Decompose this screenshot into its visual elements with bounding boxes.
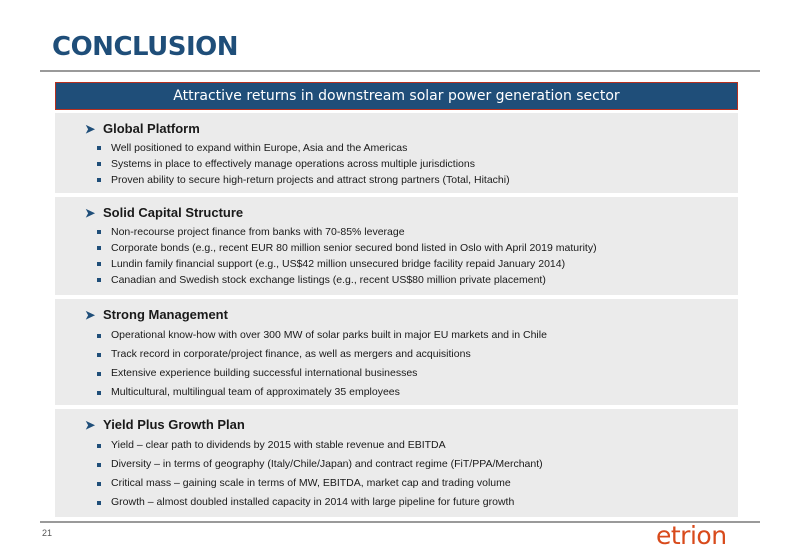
list-item [97, 345, 738, 364]
list-item [97, 326, 738, 345]
section-heading-text: Strong Management [103, 307, 228, 322]
banner [55, 82, 738, 110]
list-item [97, 256, 738, 272]
list-item-text: Well positioned to expand within Europe, Asia and the Americas [111, 142, 408, 154]
section-heading-text: Yield Plus Growth Plan [103, 417, 245, 432]
bottom-divider [40, 521, 760, 523]
arrow-right-icon: ➤ [85, 307, 96, 322]
list-item-text: Non-recourse project finance from banks with 70-85% leverage [111, 226, 405, 238]
list-item [97, 474, 738, 493]
square-bullet-icon [97, 230, 101, 234]
list-item-text: Yield – clear path to dividends by 2015 with stable revenue and EBITDA [111, 439, 446, 451]
page-title: CONCLUSION [52, 32, 239, 62]
top-divider [40, 70, 760, 72]
etrion-logo: etrion [656, 521, 727, 550]
square-bullet-icon [97, 246, 101, 250]
list-item [97, 224, 738, 240]
list-item [97, 436, 738, 455]
list-item [97, 455, 738, 474]
square-bullet-icon [97, 501, 101, 505]
square-bullet-icon [97, 482, 101, 486]
list-item-text: Canadian and Swedish stock exchange listings (e.g., recent US$80 million private placement) [111, 274, 546, 286]
square-bullet-icon [97, 444, 101, 448]
arrow-right-icon: ➤ [85, 121, 96, 136]
square-bullet-icon [97, 334, 101, 338]
section-heading [85, 307, 738, 322]
list-item-text: Growth – almost doubled installed capacity in 2014 with large pipeline for future growth [111, 496, 515, 508]
list-item-text: Diversity – in terms of geography (Italy/Chile/Japan) and contract regime (FiT/PPA/Merchant) [111, 458, 543, 470]
section-heading [85, 205, 738, 220]
square-bullet-icon [97, 353, 101, 357]
list-item-text: Operational know-how with over 300 MW of solar parks built in major EU markets and in Chile [111, 329, 547, 341]
section-heading [85, 121, 738, 136]
banner-text: Attractive returns in downstream solar power generation sector [173, 88, 620, 104]
list-item [97, 240, 738, 256]
list-item-text: Extensive experience building successful international businesses [111, 367, 418, 379]
square-bullet-icon [97, 391, 101, 395]
section-heading-text: Global Platform [103, 121, 200, 136]
page-number: 21 [42, 528, 53, 538]
square-bullet-icon [97, 372, 101, 376]
arrow-right-icon: ➤ [85, 417, 96, 432]
square-bullet-icon [97, 178, 101, 182]
square-bullet-icon [97, 162, 101, 166]
list-item [97, 493, 738, 512]
list-item-text: Systems in place to effectively manage operations across multiple jurisdictions [111, 158, 475, 170]
section-yield-plus-growth-plan [55, 409, 738, 517]
list-item-text: Critical mass – gaining scale in terms of MW, EBITDA, market cap and trading volume [111, 477, 511, 489]
list-item-text: Track record in corporate/project finance, as well as mergers and acquisitions [111, 348, 471, 360]
square-bullet-icon [97, 463, 101, 467]
square-bullet-icon [97, 262, 101, 266]
list-item [97, 272, 738, 288]
list-item [97, 156, 738, 172]
arrow-right-icon: ➤ [85, 205, 96, 220]
list-item-text: Proven ability to secure high-return projects and attract strong partners (Total, Hitachi) [111, 174, 510, 186]
section-strong-management [55, 299, 738, 405]
section-global-platform [55, 113, 738, 193]
section-solid-capital-structure [55, 197, 738, 295]
square-bullet-icon [97, 146, 101, 150]
list-item [97, 140, 738, 156]
section-heading-text: Solid Capital Structure [103, 205, 244, 220]
list-item-text: Multicultural, multilingual team of approximately 35 employees [111, 386, 400, 398]
list-item-text: Lundin family financial support (e.g., US$42 million unsecured bridge facility repaid January 2014) [111, 258, 566, 270]
list-item-text: Corporate bonds (e.g., recent EUR 80 million senior secured bond listed in Oslo with April 2019 maturity) [111, 242, 597, 254]
section-heading [85, 417, 738, 432]
square-bullet-icon [97, 278, 101, 282]
list-item [97, 383, 738, 402]
list-item [97, 364, 738, 383]
list-item [97, 172, 738, 188]
